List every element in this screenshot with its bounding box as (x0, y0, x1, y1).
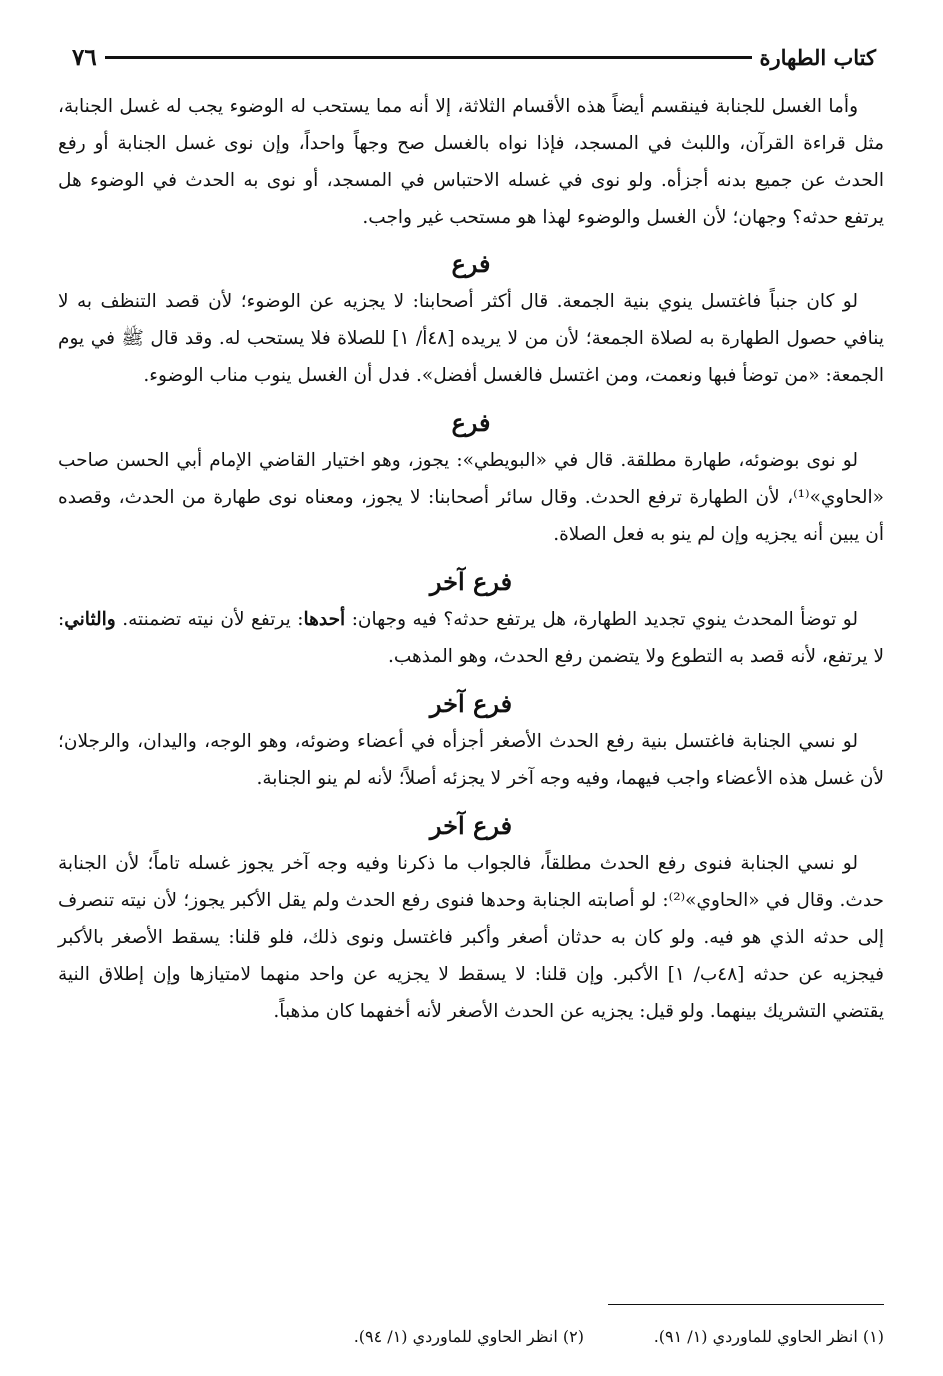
page-number: ٧٦ (72, 43, 97, 71)
book-page (58, 34, 884, 1346)
paragraph-3-bold-2: والثاني (64, 609, 116, 630)
section-heading-5: فرع آخر (429, 811, 513, 840)
paragraph-3-text-3: : لا يرتفع، لأنه قصد به التطوع ولا يتضمن رفع الحدث، وهو المذهب. (58, 609, 884, 667)
paragraph-4: لو نسي الجنابة فاغتسل بنية رفع الحدث الأصغر أجزأه في أعضاء وضوئه، وهو الوجه، واليدان، والرجلان؛ لأن غسل هذه الأعضاء واجب فيهما، وفيه وجه آخر لا يجزئه أصلاً؛ لأنه لم ينو الجنابة. (58, 731, 884, 789)
section-heading-2: فرع (451, 408, 491, 437)
footnote-1: (١) انظر الحاوي للماوردي (١/ ٩١). (653, 1327, 884, 1346)
paragraph-5: لو نسي الجنابة فنوى رفع الحدث مطلقاً، فالجواب ما ذكرنا وفيه وجه آخر يجوز غسله تاماً؛ لأن الجنابة حدث. وقال في «الحاوي»⁽²⁾: لو أصابته الجنابة وحدها فنوى رفع الحدث ولم يقل الأكبر يجوز؛ لأن نيته تنصرف إلى حدثه الذي هو فيه. ولو كان به حدثان أصغر وأكبر فاغتسل ونوى ذلك، فلو قلنا: يسقط الأصغر بالأكبر فيجزيه عن حدثه [٤٨ب/ ١] الأكبر. وإن قلنا: لا يسقط لا يجزيه عن واحد منهما لامتيازها وإن إطلاق النية يقتضي التشريك بينهما. ولو قيل: يجزيه عن الحدث الأصغر لأنه أخفهما كان مذهباً. (58, 853, 884, 1022)
book-title: كتاب الطهارة (759, 44, 876, 70)
footnote-separator (608, 1304, 884, 1305)
paragraph-2: لو نوى بوضوئه، طهارة مطلقة. قال في «البويطي»: يجوز، وهو اختيار القاضي الإمام أبي الحسن صاحب «الحاوي»⁽¹⁾، لأن الطهارة ترفع الحدث. وقال سائر أصحابنا: لا يجوز، ومعناه نوى طهارة من الحدث، وقصده أن يبين أنه يجزيه وإن لم ينو به فعل الصلاة. (58, 450, 884, 545)
page-header (58, 34, 884, 80)
paragraph-3-text-1: لو توضأ المحدث ينوي تجديد الطهارة، هل يرتفع حدثه؟ فيه وجهان: (345, 609, 858, 630)
paragraph-3 (58, 601, 884, 675)
paragraph-3-bold-1: أحدها (303, 609, 346, 630)
section-heading-4: فرع آخر (429, 689, 513, 718)
intro-paragraph: وأما الغسل للجنابة فينقسم أيضاً هذه الأقسام الثلاثة، إلا أنه مما يستحب له الوضوء يجب له غسل الجنابة، مثل قراءة القرآن، واللبث في المسجد، فإذا نواه بالغسل صح وجهاً واحداً، وإن نوى غسل الجنابة أو رفع الحدث عن جميع بدنه أجزأه. ولو نوى في غسله الاحتباس في المسجد، أو نوى به الحدث في الوضوء هل يرتفع حدثه؟ وجهان؛ لأن الغسل والوضوء لهذا هو مستحب غير واجب. (58, 96, 884, 228)
section-heading-1: فرع (451, 249, 491, 278)
section-heading-3: فرع آخر (429, 567, 513, 596)
header-rule (105, 56, 752, 59)
paragraph-1: لو كان جنباً فاغتسل ينوي بنية الجمعة. قال أكثر أصحابنا: لا يجزيه عن الوضوء؛ لأن قصد التنظف به لا ينافي حصول الطهارة به لصلاة الجمعة؛ لأن من لا يريده [٤٨أ/ ١] للصلاة فلا يستحب له. وقد قال ﷺ في يوم الجمعة: «من توضأ فبها ونعمت، ومن اغتسل فالغسل أفضل». فدل أن الغسل ينوب مناب الوضوء. (58, 291, 884, 386)
footnote-2: (٢) انظر الحاوي للماوردي (١/ ٩٤). (353, 1327, 584, 1346)
paragraph-3-text-2: : يرتفع لأن نيته تضمنته. (115, 609, 304, 630)
